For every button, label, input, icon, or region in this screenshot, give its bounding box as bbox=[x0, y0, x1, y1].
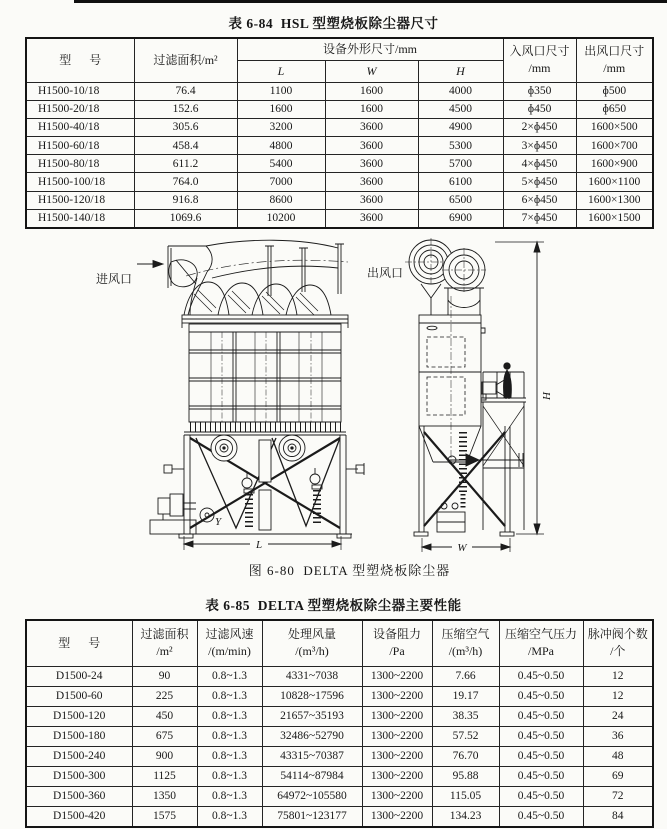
table-row bbox=[26, 82, 653, 100]
col-header-dimensions: 设备外形尺寸/mm bbox=[237, 38, 503, 60]
cell: 1600×1500 bbox=[576, 209, 653, 228]
cell: 84 bbox=[583, 806, 653, 827]
table-row bbox=[26, 786, 653, 806]
cell: 3200 bbox=[237, 118, 325, 136]
cell: 1600×1300 bbox=[576, 191, 653, 209]
table-row bbox=[26, 726, 653, 746]
header-name: 过滤风速 bbox=[205, 627, 254, 642]
cell: 1300~2200 bbox=[362, 706, 432, 726]
cell: 5×ɸ450 bbox=[503, 173, 576, 191]
cell: 3600 bbox=[325, 137, 418, 155]
cell: 75801~123177 bbox=[262, 806, 362, 827]
front-view bbox=[137, 240, 364, 550]
cell: 10200 bbox=[237, 209, 325, 228]
cell: ɸ500 bbox=[576, 82, 653, 100]
cell: 0.45~0.50 bbox=[499, 786, 583, 806]
cell: 1575 bbox=[132, 806, 197, 827]
cell: 95.88 bbox=[432, 766, 499, 786]
header-unit: /MPa bbox=[527, 644, 554, 659]
cell: 900 bbox=[132, 746, 197, 766]
col-header-inlet-name: 入风口尺寸 bbox=[509, 44, 570, 59]
cell: 57.52 bbox=[432, 726, 499, 746]
cell: 5700 bbox=[418, 155, 503, 173]
cell: 0.8~1.3 bbox=[197, 686, 262, 706]
cell: 12 bbox=[583, 666, 653, 686]
cell: 8600 bbox=[237, 191, 325, 209]
table-row bbox=[26, 173, 653, 191]
cell: 0.8~1.3 bbox=[197, 666, 262, 686]
col-header-inlet bbox=[503, 38, 576, 82]
table-row bbox=[26, 118, 653, 136]
dim-L-label: L bbox=[255, 539, 263, 551]
cell: ɸ350 bbox=[503, 82, 576, 100]
cell: 4000 bbox=[418, 82, 503, 100]
header-unit: /m² bbox=[156, 644, 173, 659]
cell: 1300~2200 bbox=[362, 806, 432, 827]
cell: 48 bbox=[583, 746, 653, 766]
col-header-resistance bbox=[362, 620, 432, 666]
outlet-label: 出风口 bbox=[367, 266, 404, 280]
y-label: Y bbox=[215, 516, 222, 528]
cell: 764.0 bbox=[134, 173, 237, 191]
cell: 1300~2200 bbox=[362, 786, 432, 806]
cell: 6500 bbox=[418, 191, 503, 209]
cell: 36 bbox=[583, 726, 653, 746]
cell: 0.45~0.50 bbox=[499, 666, 583, 686]
cell: 0.8~1.3 bbox=[197, 726, 262, 746]
dimension-H bbox=[495, 242, 544, 534]
front-wheel-right bbox=[279, 435, 305, 461]
cell: 0.8~1.3 bbox=[197, 786, 262, 806]
cell: 1600 bbox=[325, 82, 418, 100]
cell: H1500-100/18 bbox=[26, 173, 134, 191]
cell: 152.6 bbox=[134, 100, 237, 118]
cell: 1600×1100 bbox=[576, 173, 653, 191]
cell: D1500-240 bbox=[26, 746, 132, 766]
header-name: 过滤面积 bbox=[140, 627, 189, 642]
cell: 1125 bbox=[132, 766, 197, 786]
cell: 0.8~1.3 bbox=[197, 766, 262, 786]
cell: 1350 bbox=[132, 786, 197, 806]
cell: 0.45~0.50 bbox=[499, 746, 583, 766]
cell: 0.45~0.50 bbox=[499, 766, 583, 786]
table-row bbox=[26, 209, 653, 228]
cell: D1500-120 bbox=[26, 706, 132, 726]
cell: 24 bbox=[583, 706, 653, 726]
cell: D1500-24 bbox=[26, 666, 132, 686]
cell: 1069.6 bbox=[134, 209, 237, 228]
cell: 5300 bbox=[418, 137, 503, 155]
col-header-outlet bbox=[576, 38, 653, 82]
col-header-filter-area: 过滤面积/m² bbox=[134, 38, 237, 82]
table-row bbox=[26, 155, 653, 173]
side-view bbox=[405, 238, 544, 552]
col-header-air-pressure bbox=[499, 620, 583, 666]
cell: 1100 bbox=[237, 82, 325, 100]
cell: 64972~105580 bbox=[262, 786, 362, 806]
cell: 0.45~0.50 bbox=[499, 726, 583, 746]
cell: 4500 bbox=[418, 100, 503, 118]
header-unit: /个 bbox=[610, 644, 626, 659]
cell: 115.05 bbox=[432, 786, 499, 806]
cell: 0.8~1.3 bbox=[197, 706, 262, 726]
cell: 12 bbox=[583, 686, 653, 706]
cell: 6×ɸ450 bbox=[503, 191, 576, 209]
col-header-outlet-unit: /mm bbox=[603, 61, 626, 76]
cell: 90 bbox=[132, 666, 197, 686]
cell: D1500-180 bbox=[26, 726, 132, 746]
cell: 3600 bbox=[325, 155, 418, 173]
cell: 675 bbox=[132, 726, 197, 746]
cell: 4×ɸ450 bbox=[503, 155, 576, 173]
table-6-85 bbox=[25, 619, 654, 828]
cell: 1300~2200 bbox=[362, 746, 432, 766]
cell: 4800 bbox=[237, 137, 325, 155]
cell: 6100 bbox=[418, 173, 503, 191]
cell: D1500-420 bbox=[26, 806, 132, 827]
header-name: 设备阻力 bbox=[372, 627, 421, 642]
inlet-label: 进风口 bbox=[96, 272, 133, 286]
cell: 3600 bbox=[325, 191, 418, 209]
cell: 32486~52790 bbox=[262, 726, 362, 746]
cell: 7.66 bbox=[432, 666, 499, 686]
cell: 7×ɸ450 bbox=[503, 209, 576, 228]
cell: 450 bbox=[132, 706, 197, 726]
table-row bbox=[26, 191, 653, 209]
col-header-L: L bbox=[237, 60, 325, 82]
cell: D1500-300 bbox=[26, 766, 132, 786]
table-row bbox=[26, 666, 653, 686]
col-header-compressed-air bbox=[432, 620, 499, 666]
cell: 0.45~0.50 bbox=[499, 706, 583, 726]
col-header-velocity bbox=[197, 620, 262, 666]
cell: 3600 bbox=[325, 209, 418, 228]
table-6-84-title: 表 6-84 HSL 型塑烧板除尘器尺寸 bbox=[228, 16, 439, 31]
cell: 3×ɸ450 bbox=[503, 137, 576, 155]
table-row bbox=[26, 766, 653, 786]
cell: H1500-140/18 bbox=[26, 209, 134, 228]
cell: 0.8~1.3 bbox=[197, 806, 262, 827]
table-row bbox=[26, 100, 653, 118]
col-header-model: 型 号 bbox=[26, 38, 134, 82]
cell: 225 bbox=[132, 686, 197, 706]
table-row bbox=[26, 806, 653, 827]
scan-edge-artifact bbox=[74, 0, 667, 3]
table-row bbox=[26, 746, 653, 766]
cell: 4331~7038 bbox=[262, 666, 362, 686]
cell: 6900 bbox=[418, 209, 503, 228]
cell: 54114~87984 bbox=[262, 766, 362, 786]
table-row bbox=[26, 137, 653, 155]
header-name: 处理风量 bbox=[287, 627, 336, 642]
cell: 1600×500 bbox=[576, 118, 653, 136]
header-unit: /(m³/h) bbox=[295, 644, 329, 659]
cell: H1500-120/18 bbox=[26, 191, 134, 209]
cell: 1300~2200 bbox=[362, 666, 432, 686]
cell: 305.6 bbox=[134, 118, 237, 136]
cell: 69 bbox=[583, 766, 653, 786]
table-row bbox=[26, 686, 653, 706]
cell: H1500-10/18 bbox=[26, 82, 134, 100]
cell: ɸ650 bbox=[576, 100, 653, 118]
col-header-pulse-valves bbox=[583, 620, 653, 666]
dimension-L bbox=[184, 536, 341, 550]
cell: H1500-40/18 bbox=[26, 118, 134, 136]
table-row bbox=[26, 706, 653, 726]
cell: H1500-80/18 bbox=[26, 155, 134, 173]
cell: 4900 bbox=[418, 118, 503, 136]
cell: 611.2 bbox=[134, 155, 237, 173]
col-header-airflow bbox=[262, 620, 362, 666]
col-header-H: H bbox=[418, 60, 503, 82]
col-header-inlet-unit: /mm bbox=[528, 61, 551, 76]
header-name: 压缩空气压力 bbox=[504, 627, 577, 642]
cell: 1600 bbox=[325, 100, 418, 118]
cell: 43315~70387 bbox=[262, 746, 362, 766]
cell: 19.17 bbox=[432, 686, 499, 706]
front-wheel-left bbox=[211, 435, 237, 461]
cell: 21657~35193 bbox=[262, 706, 362, 726]
header-name: 压缩空气 bbox=[441, 627, 490, 642]
cell: 2×ɸ450 bbox=[503, 118, 576, 136]
cell: 10828~17596 bbox=[262, 686, 362, 706]
col-header-W: W bbox=[325, 60, 418, 82]
cell: 1600×700 bbox=[576, 137, 653, 155]
cell: 3600 bbox=[325, 173, 418, 191]
dim-H-label: H bbox=[541, 392, 553, 400]
header-unit: /Pa bbox=[389, 644, 405, 659]
cell: H1500-60/18 bbox=[26, 137, 134, 155]
cell: 3600 bbox=[325, 118, 418, 136]
cell: 1300~2200 bbox=[362, 686, 432, 706]
cell: 916.8 bbox=[134, 191, 237, 209]
cell: 0.45~0.50 bbox=[499, 686, 583, 706]
cell: 1300~2200 bbox=[362, 766, 432, 786]
cell: 76.70 bbox=[432, 746, 499, 766]
header-name: 脉冲阀个数 bbox=[587, 627, 648, 642]
cell: 1300~2200 bbox=[362, 726, 432, 746]
col-header-model: 型 号 bbox=[26, 620, 132, 666]
cell: D1500-60 bbox=[26, 686, 132, 706]
cell: ɸ450 bbox=[503, 100, 576, 118]
cell: 1600×900 bbox=[576, 155, 653, 173]
table-6-85-title: 表 6-85 DELTA 型塑烧板除尘器主要性能 bbox=[205, 598, 462, 613]
cell: H1500-20/18 bbox=[26, 100, 134, 118]
cell: 458.4 bbox=[134, 137, 237, 155]
header-unit: /(m³/h) bbox=[448, 644, 483, 659]
figure-6-80-drawing bbox=[0, 236, 667, 558]
cell: 72 bbox=[583, 786, 653, 806]
cell: 76.4 bbox=[134, 82, 237, 100]
cell: 134.23 bbox=[432, 806, 499, 827]
col-header-outlet-name: 出风口尺寸 bbox=[584, 44, 645, 59]
cell: 0.8~1.3 bbox=[197, 746, 262, 766]
cell: 38.35 bbox=[432, 706, 499, 726]
figure-6-80-caption: 图 6-80 DELTA 型塑烧板除尘器 bbox=[248, 563, 451, 578]
cell: 0.45~0.50 bbox=[499, 806, 583, 827]
cell: 5400 bbox=[237, 155, 325, 173]
cell: 1600 bbox=[237, 100, 325, 118]
col-header-filter-area bbox=[132, 620, 197, 666]
dim-W-label: W bbox=[457, 542, 467, 554]
header-unit: /(m/min) bbox=[208, 644, 251, 659]
cell: D1500-360 bbox=[26, 786, 132, 806]
cell: 7000 bbox=[237, 173, 325, 191]
table-6-84 bbox=[25, 37, 654, 229]
